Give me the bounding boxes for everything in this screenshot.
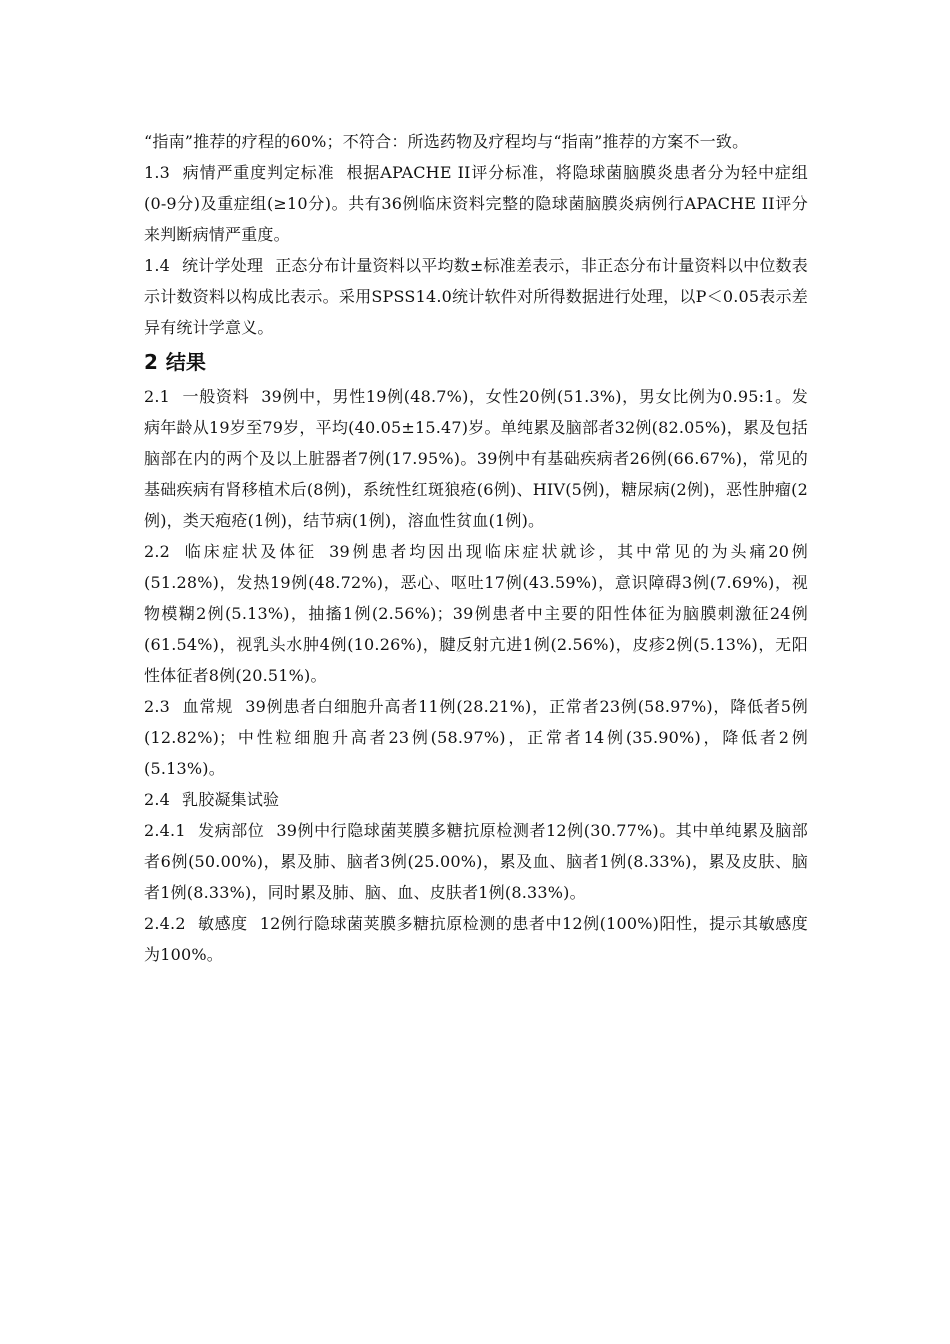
paragraph-heading: 病情严重度判定标准 bbox=[182, 163, 335, 182]
paragraph-1-4-statistics bbox=[144, 250, 808, 343]
section-number: 1.4 bbox=[144, 256, 171, 275]
paragraph-heading: 乳胶凝集试验 bbox=[182, 790, 280, 809]
paragraph-text: 12例行隐球菌荚膜多糖抗原检测的患者中12例(100%)阳性，提示其敏感度为100%。 bbox=[144, 914, 808, 964]
paragraph-heading: 发病部位 bbox=[197, 821, 265, 840]
paragraph-text: 根据APACHE II评分标准，将隐球菌脑膜炎患者分为轻中症组(0-9分)及重症组(≥10分)。共有36例临床资料完整的隐球菌脑膜炎病例行APACHE II评分来判断病情严重度。 bbox=[144, 163, 808, 244]
paragraph-text: 39例患者白细胞升高者11例(28.21%)，正常者23例(58.97%)，降低者5例(12.82%)；中性粒细胞升高者23例(58.97%)，正常者14例(35.90%)，降低者2例(5.13%)。 bbox=[144, 697, 808, 778]
paragraph-heading: 血常规 bbox=[182, 697, 234, 716]
paragraph-2-1-general bbox=[144, 381, 808, 536]
section-number: 2.4 bbox=[144, 790, 171, 809]
paragraph-1-3-severity bbox=[144, 157, 808, 250]
document-page bbox=[144, 126, 808, 970]
paragraph-text: 39例中行隐球菌荚膜多糖抗原检测者12例(30.77%)。其中单纯累及脑部者6例(50.00%)，累及肺、脑者3例(25.00%)，累及血、脑者1例(8.33%)，累及皮肤、脑者1例(8.33%)，同时累及肺、脑、血、皮肤者1例(8.33%)。 bbox=[144, 821, 808, 902]
paragraph-text: 39例患者均因出现临床症状就诊，其中常见的为头痛20例(51.28%)，发热19例(48.72%)，恶心、呕吐17例(43.59%)，意识障碍3例(7.69%)，视物模糊2例(5.13%)，抽搐1例(2.56%)；39例患者中主要的阳性体征为脑膜刺激征24例(61.54%)，视乳头水肿4例(10.26%)，腱反射亢进1例(2.56%)，皮疹2例(5.13%)，无阳性体征者8例(20.51%)。 bbox=[144, 542, 808, 685]
paragraph-2-2-symptoms bbox=[144, 536, 808, 691]
paragraph-heading: 敏感度 bbox=[197, 914, 248, 933]
paragraph-text: “指南”推荐的疗程的60%；不符合：所选药物及疗程均与“指南”推荐的方案不一致。 bbox=[144, 132, 749, 151]
paragraph-2-3-blood-routine bbox=[144, 691, 808, 784]
section-number: 2.4.1 bbox=[144, 821, 186, 840]
section-title-text: 结果 bbox=[165, 350, 206, 374]
section-number: 1.3 bbox=[144, 163, 171, 182]
paragraph-heading: 一般资料 bbox=[182, 387, 250, 406]
paragraph-2-4-latex-test bbox=[144, 784, 808, 815]
paragraph-2-4-2-sensitivity bbox=[144, 908, 808, 970]
section-number: 2.1 bbox=[144, 387, 171, 406]
section-number: 2.4.2 bbox=[144, 914, 186, 933]
paragraph-guideline-continuation bbox=[144, 126, 808, 157]
paragraph-heading: 临床症状及体征 bbox=[182, 542, 318, 561]
paragraph-heading: 统计学处理 bbox=[182, 256, 264, 275]
paragraph-text: 正态分布计量资料以平均数±标准差表示，非正态分布计量资料以中位数表示计数资料以构成比表示。采用SPSS14.0统计软件对所得数据进行处理，以P＜0.05表示差异有统计学意义。 bbox=[144, 256, 808, 337]
section-number: 2 bbox=[144, 350, 158, 374]
section-title-results bbox=[144, 347, 808, 377]
section-number: 2.3 bbox=[144, 697, 171, 716]
paragraph-2-4-1-site bbox=[144, 815, 808, 908]
section-number: 2.2 bbox=[144, 542, 171, 561]
paragraph-text: 39例中，男性19例(48.7%)，女性20例(51.3%)，男女比例为0.95:1。发病年龄从19岁至79岁，平均(40.05±15.47)岁。单纯累及脑部者32例(82.05%)，累及包括脑部在内的两个及以上脏器者7例(17.95%)。39例中有基础疾病者26例(66.67%)，常见的基础疾病有肾移植术后(8例)，系统性红斑狼疮(6例)、HIV(5例)，糖尿病(2例)，恶性肿瘤(2例)，类天疱疮(1例)，结节病(1例)，溶血性贫血(1例)。 bbox=[144, 387, 808, 530]
